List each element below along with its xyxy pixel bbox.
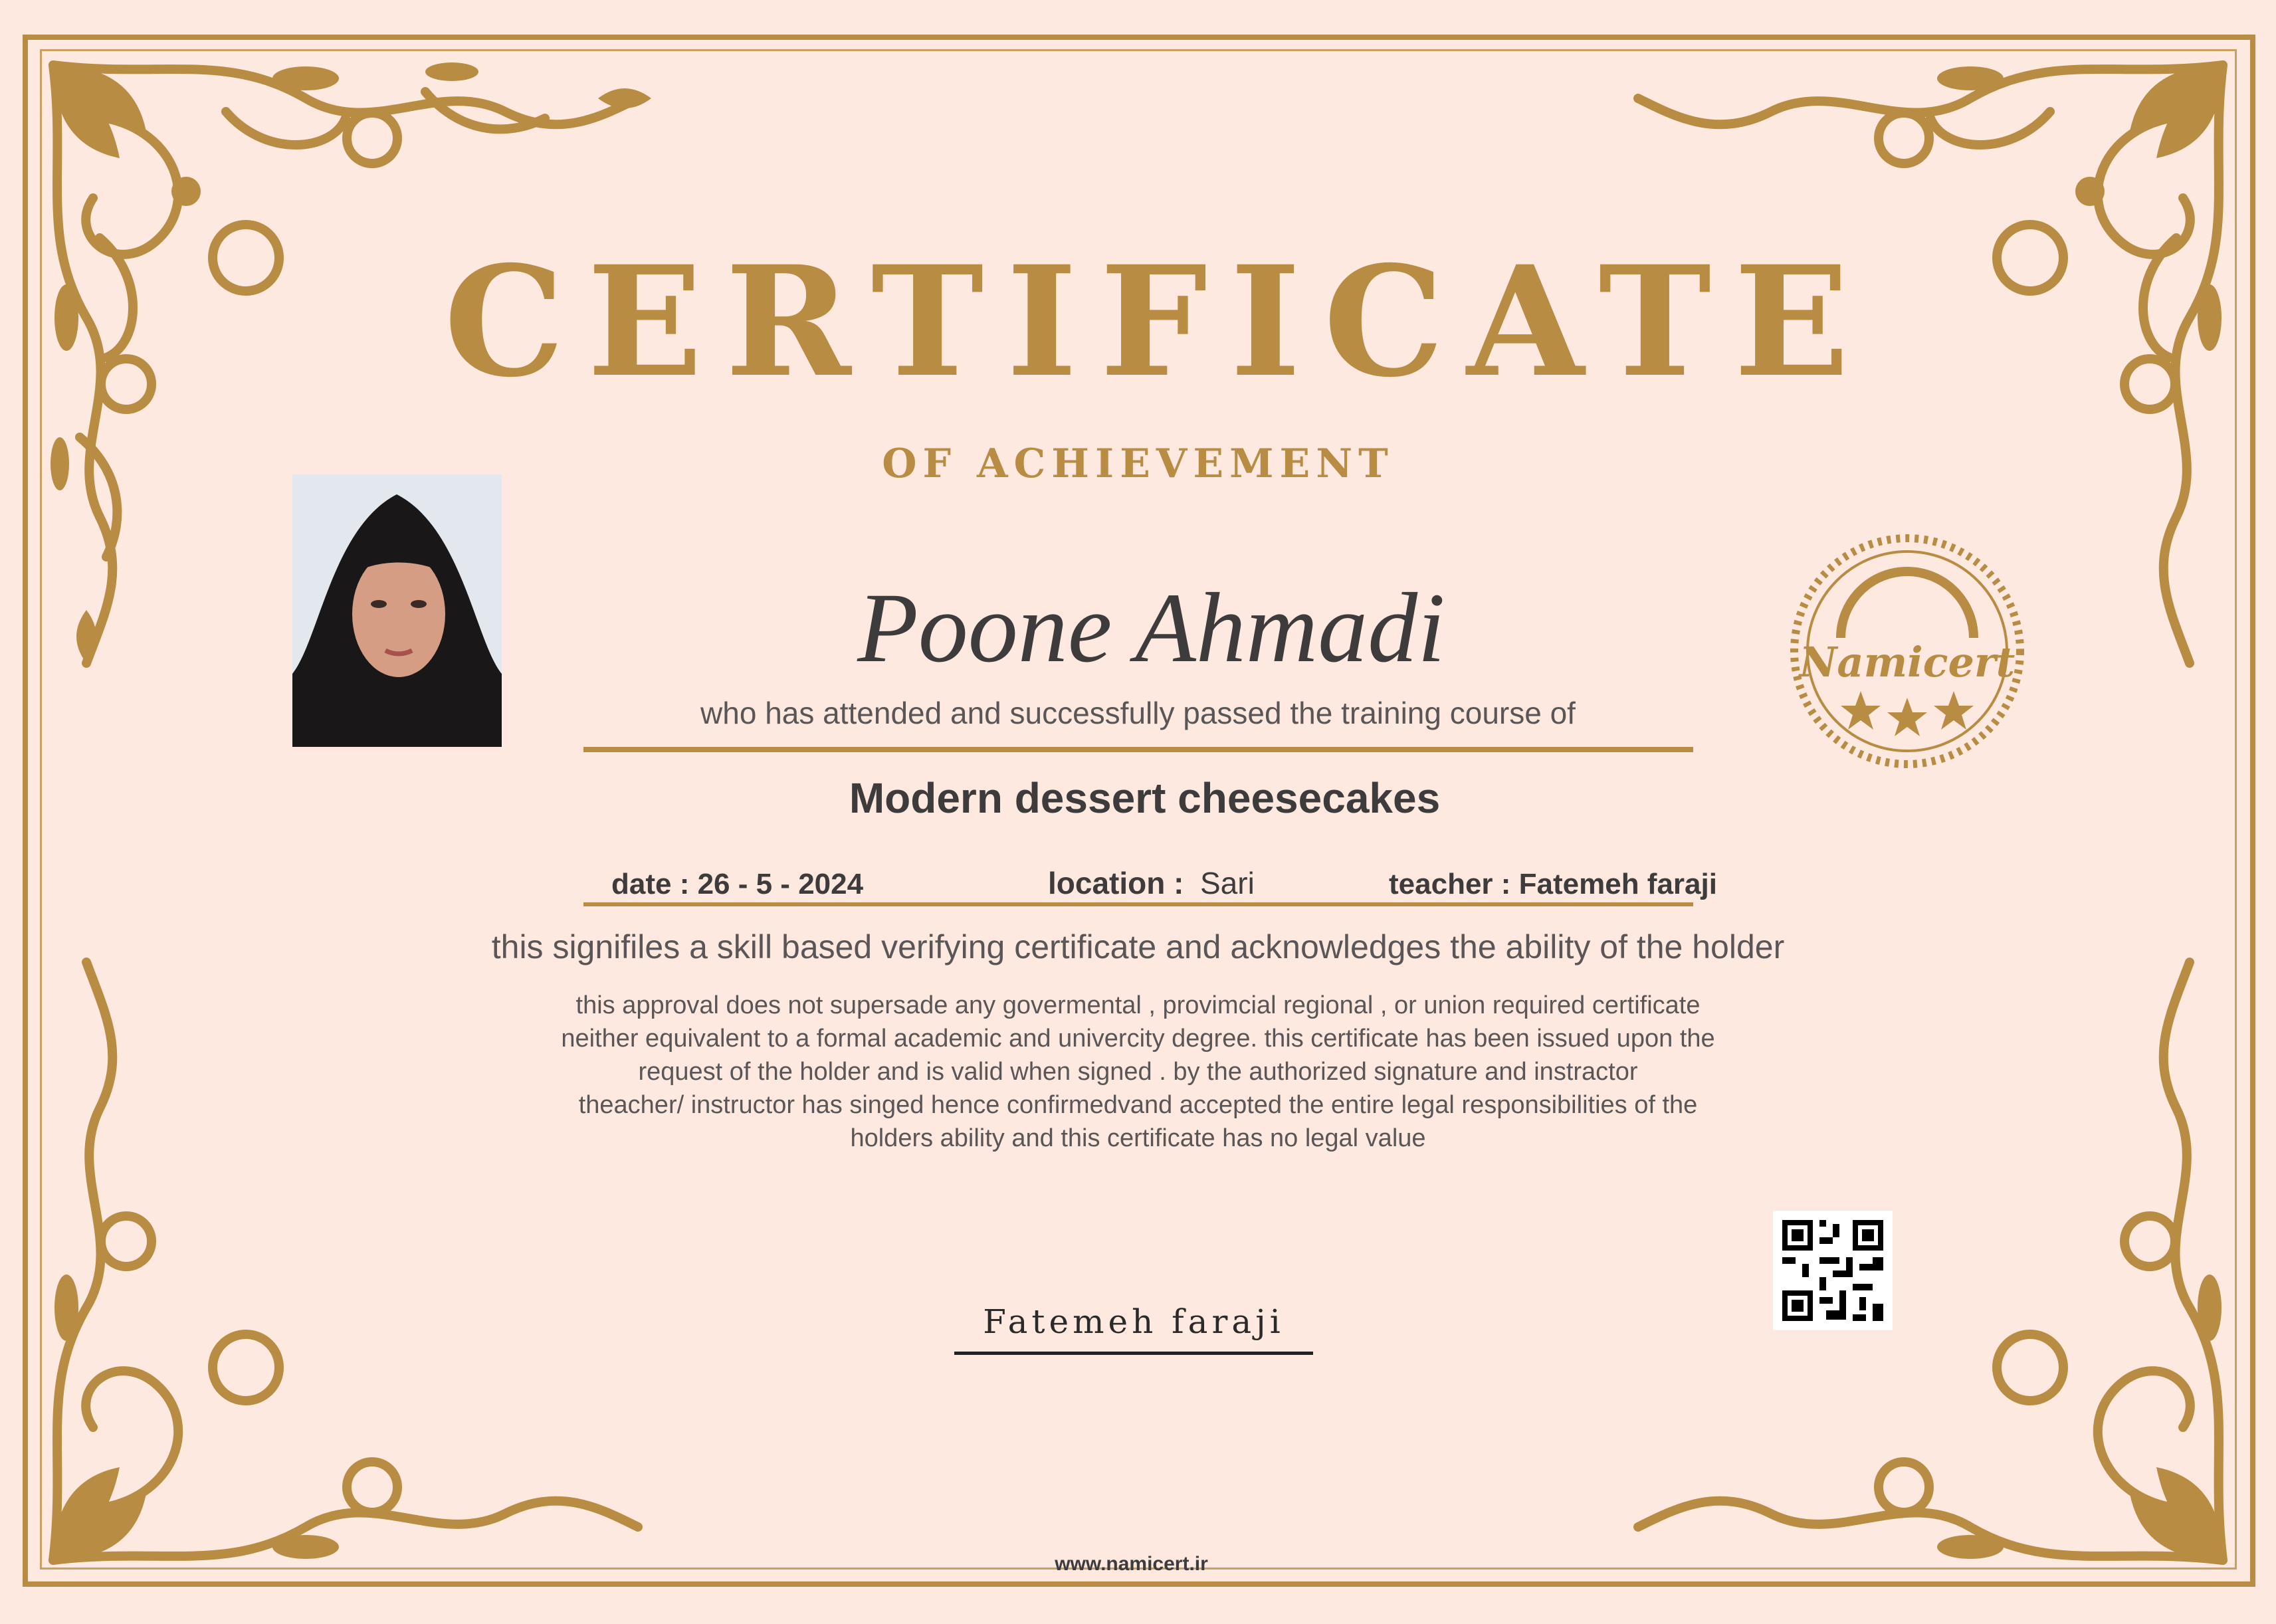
certificate-title: CERTIFICATE xyxy=(444,233,1872,411)
signature-line xyxy=(954,1352,1313,1355)
fine-print xyxy=(0,989,2276,1155)
seal-text: Namicert xyxy=(1799,638,2016,686)
website-link[interactable]: www.namicert.ir xyxy=(1055,1553,1208,1575)
fine-print-line: request of the holder and is valid when signed . by the authorized signature and instractor xyxy=(638,1058,1638,1086)
recipient-name: Poone Ahmadi xyxy=(857,573,1445,683)
certificate-statement: this signifiles a skill based verifying certificate and acknowledges the ability of the holder xyxy=(491,928,1785,965)
signature-name: Fatemeh faraji xyxy=(983,1302,1285,1341)
fine-print-line: this approval does not supersade any govermental , provimcial regional , or union required certificate xyxy=(575,991,1701,1019)
qr-code-icon[interactable] xyxy=(1773,1211,1893,1330)
lead-text: who has attended and successfully passed the training course of xyxy=(700,696,1576,730)
certificate-subtitle: OF ACHIEVEMENT xyxy=(882,441,1394,487)
divider-line xyxy=(583,747,1693,752)
course-name: Modern dessert cheesecakes xyxy=(849,774,1441,822)
date-field: date : 26 - 5 - 2024 xyxy=(611,868,864,900)
meta-divider-line xyxy=(583,902,1693,906)
location-value: Sari xyxy=(1200,866,1255,900)
fine-print-line: neither equivalent to a formal academic and univercity degree. this certificate has been issued upon the xyxy=(561,1025,1715,1053)
location-label: location : xyxy=(1048,866,1184,900)
fine-print-line: theacher/ instructor has singed hence confirmedvand accepted the entire legal responsibilities of the xyxy=(578,1091,1698,1119)
teacher-field: teacher : Fatemeh faraji xyxy=(1389,868,1717,900)
fine-print-line: holders ability and this certificate has no legal value xyxy=(850,1124,1426,1152)
